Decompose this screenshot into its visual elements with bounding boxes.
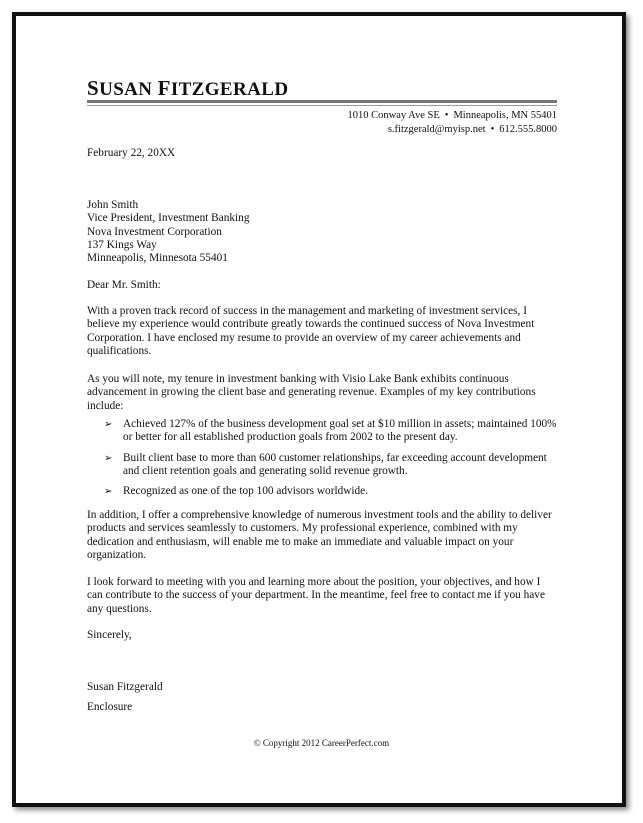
paragraph-intro: With a proven track record of success in the management and marketing of investment services, I believe my experience would contribute greatly towards the continued success of Nova Investment Corporation. I have enclosed my resume to provide an overview of my career achievements and qualifications. — [87, 305, 535, 357]
arrow-bullet-icon: ➢ — [104, 486, 113, 498]
recipient-company: Nova Investment Corporation — [87, 225, 222, 238]
sender-name: SUSAN FITZGERALD — [87, 76, 289, 100]
contact-line-email-phone — [348, 123, 558, 137]
signer-name: Susan Fitzgerald — [87, 681, 163, 693]
city-state-zip: Minneapolis, MN 55401 — [453, 110, 557, 121]
copyright-footer: © Copyright 2012 CareerPerfect.com — [253, 738, 390, 748]
header-rule-thick — [87, 100, 557, 103]
arrow-bullet-icon: ➢ — [104, 452, 113, 464]
paragraph-tenure: As you will note, my tenure in investment banking with Visio Lake Bank exhibits continuous advancement in growing the client base and generating revenue. Examples of my key contributions include: — [87, 373, 536, 412]
contact-line-address — [348, 109, 558, 123]
recipient-name: John Smith — [87, 199, 139, 211]
bullet-separator: • — [444, 110, 449, 121]
header-rule-thin — [87, 105, 557, 106]
contact-block — [348, 109, 558, 137]
paragraph-addition: In addition, I offer a comprehensive knowledge of numerous investment tools and the ability to deliver products and services seamlessly to customers. My professional experience, combined with my dedication and enthusiasm, will enable me to make an immediate and valuable impact on your organization. — [87, 509, 552, 561]
salutation: Dear Mr. Smith: — [87, 279, 161, 291]
list-item: ➢ Recognized as one of the top 100 advisors worldwide. — [104, 485, 369, 498]
paragraph-closing: I look forward to meeting with you and learning more about the position, your objectives, and how I can contribute to the success of your department. In the meantime, feel free to contact me if you have any questions. — [87, 576, 545, 615]
arrow-bullet-icon: ➢ — [104, 419, 113, 430]
bullet-separator: • — [490, 124, 495, 135]
list-item: ➢ Built client base to more than 600 customer relationships, far exceeding account development and client retention goals and generating solid revenue growth. — [104, 451, 547, 477]
recipient-address — [87, 199, 557, 265]
letter-date: February 22, 20XX — [87, 147, 176, 159]
recipient-street: 137 Kings Way — [87, 238, 157, 251]
street-address: 1010 Conway Ave SE — [347, 110, 440, 121]
email-address: s.fitzgerald@myisp.net — [387, 124, 486, 135]
recipient-title: Vice President, Investment Banking — [87, 212, 250, 225]
contributions-list — [104, 418, 558, 505]
list-item: ➢ Achieved 127% of the business development goal set at $10 million in assets; maintained 100% or better for all established production goals from 2002 to the present day. — [104, 418, 557, 444]
enclosure-note: Enclosure — [87, 701, 133, 713]
closing: Sincerely, — [87, 629, 132, 641]
recipient-city: Minneapolis, Minnesota 55401 — [87, 252, 228, 265]
phone-number: 612.555.8000 — [499, 124, 557, 135]
